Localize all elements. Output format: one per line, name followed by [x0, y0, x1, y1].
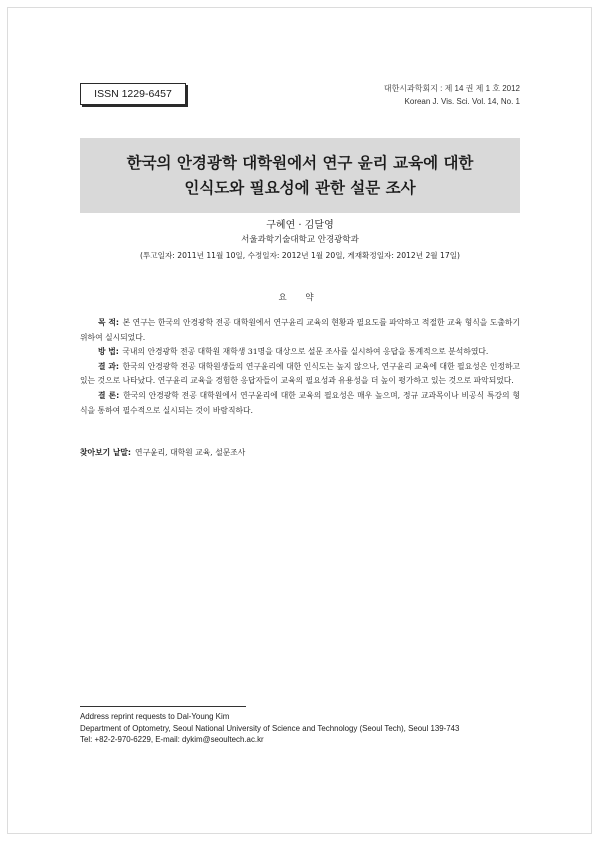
keywords-label: 찾아보기 낱말:	[80, 448, 132, 457]
issn-box: ISSN 1229-6457	[80, 83, 186, 105]
abstract-heading: 요 약	[278, 293, 322, 303]
abstract-body	[80, 316, 520, 418]
abstract-purpose-text: 본 연구는 한국의 안경광학 전공 대학원에서 연구윤리 교육의 현황과 필요도를 파악하고 적절한 교육 형식을 도출하기 위하여 실시되었다.	[80, 318, 520, 342]
abstract-conclusion	[80, 389, 520, 418]
journal-citation-english: Korean J. Vis. Sci. Vol. 14, No. 1	[404, 97, 520, 106]
affiliation: 서울과학기술대학교 안경광학과	[241, 235, 359, 245]
abstract-methods-label: 방 법:	[98, 347, 119, 357]
footnote	[80, 711, 550, 746]
footnote-contact: Tel: +82-2-970-6229, E-mail: dykim@seoultech.ac.kr	[80, 735, 264, 744]
title-line-1: 한국의 안경광학 대학원에서 연구 윤리 교육에 대한	[126, 153, 474, 172]
footnote-department: Department of Optometry, Seoul National University of Science and Technology (Seoul Tech), Seoul 139-743	[80, 723, 460, 733]
abstract-results-label: 결 과:	[98, 361, 119, 371]
abstract-conclusion-label: 결 론:	[98, 390, 120, 400]
abstract-results	[80, 360, 520, 389]
abstract-results-text: 한국의 안경광학 전공 대학원생들의 연구윤리에 대한 인식도는 높지 않으나, 연구윤리 교육에 대한 필요성은 인정하고 있는 것으로 나타났다. 연구윤리 교육을 경험한 응답자들이 교육의 필요성과 유용성을 더 높이 평가하고 있는 것으로 파악되었다.	[80, 361, 521, 386]
journal-citation	[384, 82, 520, 108]
abstract-methods	[80, 345, 520, 360]
abstract-methods-text: 국내의 안경광학 전공 대학원 재학생 31명을 대상으로 설문 조사를 실시하여 응답을 통계적으로 분석하였다.	[122, 347, 489, 357]
journal-citation-korean: 대한시과학회지 : 제 14 권 제 1 호 2012	[383, 84, 520, 93]
abstract-purpose-label: 목 적:	[98, 318, 119, 327]
title-band	[80, 138, 520, 213]
footnote-reprint: Address reprint requests to Dal-Young Kim	[80, 712, 230, 721]
abstract-purpose	[80, 316, 520, 345]
keywords-text: 연구윤리, 대학원 교육, 설문조사	[135, 448, 246, 457]
page-frame	[7, 7, 592, 834]
footnote-divider	[80, 706, 246, 707]
title-line-2: 인식도와 필요성에 관한 설문 조사	[184, 178, 416, 197]
authors: 구혜연 · 김달영	[266, 220, 334, 231]
submission-dates: (투고일자: 2011년 11월 10일, 수정일자: 2012년 1월 20일, 게재확정일자: 2012년 2월 17일)	[140, 251, 460, 260]
abstract-conclusion-text: 한국의 안경광학 전공 대학원에서 연구윤리에 대한 교육의 필요성은 매우 높으며, 정규 교과목이나 비공식 특강의 형식을 통하여 필수적으로 실시되는 것이 바람직하다.	[80, 390, 521, 415]
keywords	[80, 446, 520, 460]
